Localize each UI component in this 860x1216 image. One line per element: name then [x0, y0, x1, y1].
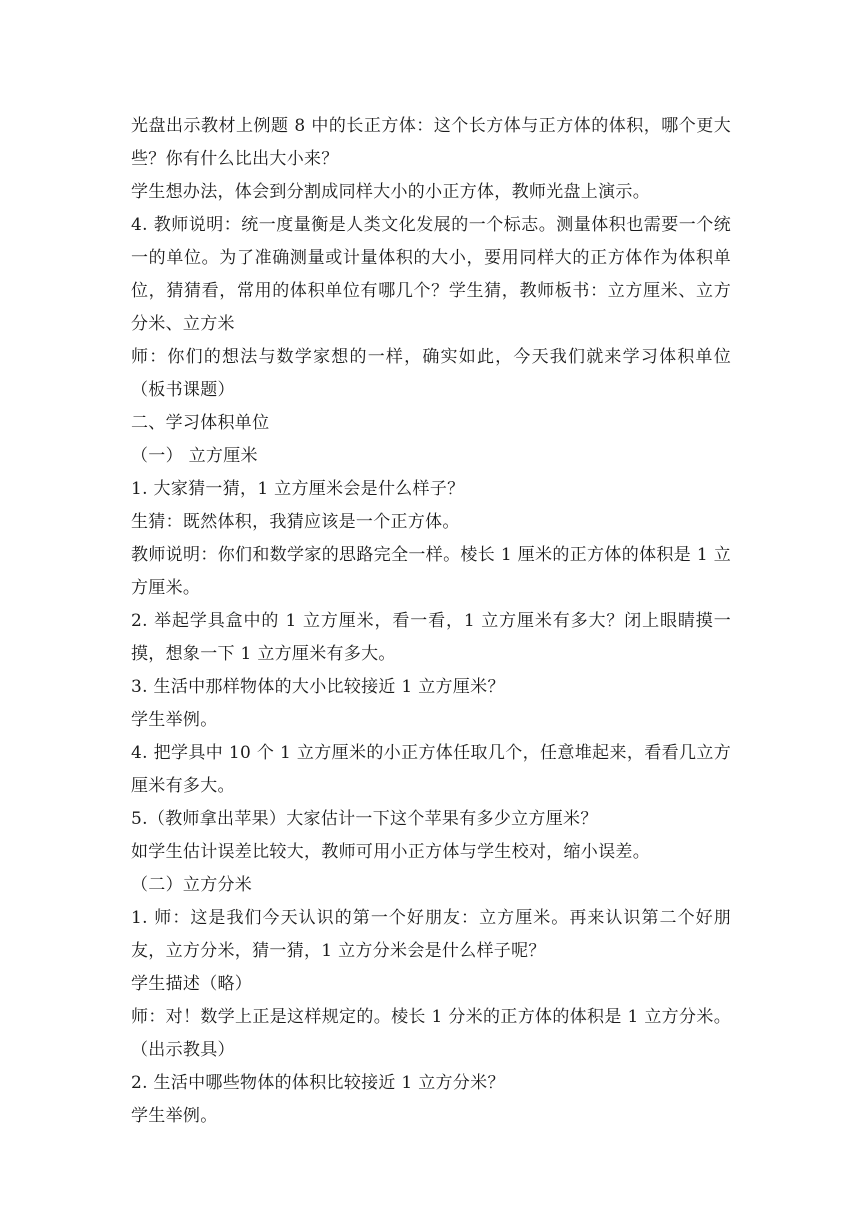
paragraph-student-method: 学生想办法，体会到分割成同样大小的小正方体，教师光盘上演示。 [131, 182, 650, 202]
paragraph-apple-estimate: 5.（教师拿出苹果）大家估计一下这个苹果有多少立方厘米？ [131, 809, 598, 829]
section-heading-volume-units: 二、学习体积单位 [131, 413, 270, 433]
paragraph-guess-cm3: 1. 大家猜一猜，1 立方厘米会是什么样子？ [131, 479, 465, 499]
paragraph-dm3-definition: 师：对！数学上正是这样规定的。棱长 1 分米的正方体的体积是 1 立方分米。（出示教具） [131, 1007, 731, 1060]
paragraph-life-objects-cm3: 3. 生活中那样物体的大小比较接近 1 立方厘米？ [131, 677, 505, 697]
paragraph-life-objects-dm3: 2. 生活中哪些物体的体积比较接近 1 立方分米？ [131, 1073, 505, 1093]
paragraph-student-examples-1: 学生举例。 [131, 710, 218, 730]
document-body [131, 110, 731, 1133]
paragraph-intro-question: 光盘出示教材上例题 8 中的长正方体：这个长方体与正方体的体积，哪个更大些？你有什么比出大小来？ [131, 116, 731, 169]
subsection-heading-cubic-centimeter: （一） 立方厘米 [131, 446, 258, 466]
paragraph-hold-cm3: 2. 举起学具盒中的 1 立方厘米，看一看，1 立方厘米有多大？闭上眼睛摸一摸，想象一下 1 立方厘米有多大。 [131, 611, 731, 664]
paragraph-second-friend: 1. 师：这是我们今天认识的第一个好朋友：立方厘米。再来认识第二个好朋友，立方分米，猜一猜，1 立方分米会是什么样子呢？ [131, 908, 731, 961]
paragraph-student-examples-2: 学生举例。 [131, 1106, 218, 1126]
paragraph-student-guess: 生猜：既然体积，我猜应该是一个正方体。 [131, 512, 460, 532]
paragraph-error-correction: 如学生估计误差比较大，教师可用小正方体与学生校对，缩小误差。 [131, 842, 650, 862]
paragraph-student-describe: 学生描述（略） [131, 974, 253, 994]
paragraph-cm3-definition: 教师说明：你们和数学家的思路完全一样。棱长 1 厘米的正方体的体积是 1 立方厘米。 [131, 545, 731, 598]
paragraph-teacher-explain: 4. 教师说明：统一度量衡是人类文化发展的一个标志。测量体积也需要一个统一的单位。为了准确测量或计量体积的大小，要用同样大的正方体作为体积单位，猜猜看，常用的体积单位有哪几个？学生猜，教师板书：立方厘米、立方分米、立方米 [131, 215, 731, 334]
paragraph-stack-cubes: 4. 把学具中 10 个 1 立方厘米的小正方体任取几个，任意堆起来，看看几立方厘米有多大。 [131, 743, 731, 796]
paragraph-teacher-remark: 师：你们的想法与数学家想的一样，确实如此，今天我们就来学习体积单位（板书课题） [131, 347, 731, 400]
subsection-heading-cubic-decimeter: （二）立方分米 [131, 875, 253, 895]
